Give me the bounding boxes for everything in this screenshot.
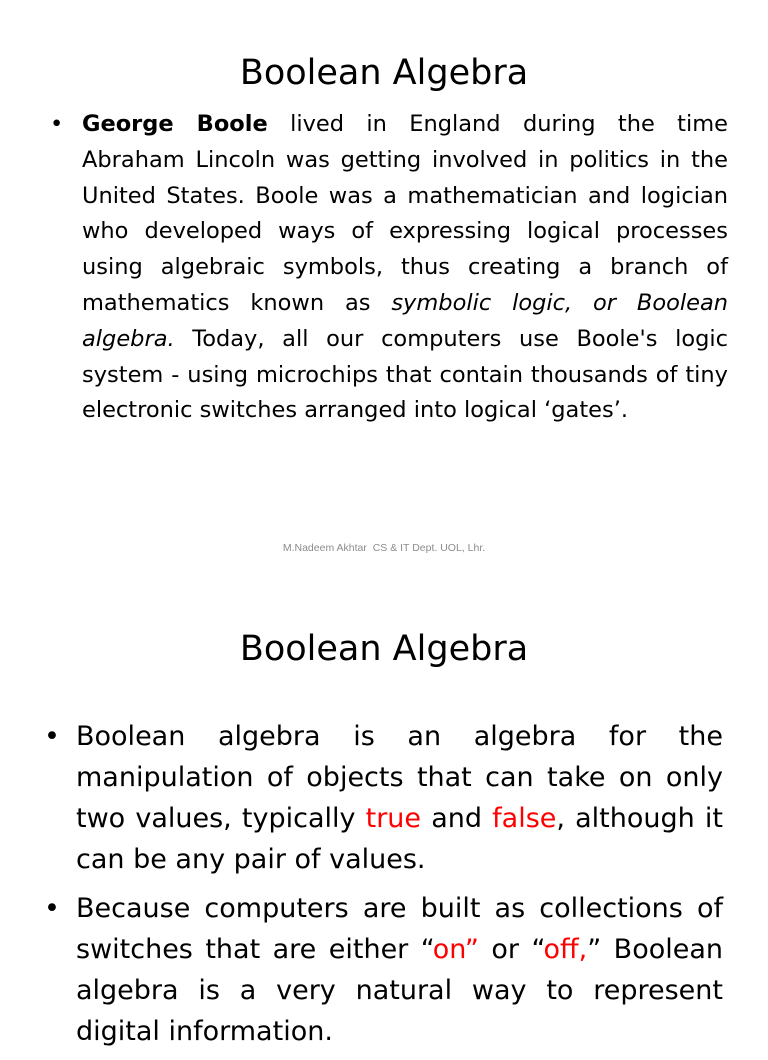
bold-name: George Boole: [82, 111, 268, 137]
slide-footer: M.Nadeem Akhtar CS & IT Dept. UOL, Lhr.: [282, 542, 486, 554]
bullet-text: ” Boolean algebra is a very natural way to represent digital information.: [76, 934, 724, 1047]
bullet-list: [44, 716, 723, 1060]
bullet-text: and: [421, 803, 493, 834]
bullet-text: Today, all our computers use Boole's logic system - using microchips that contain thousands of tiny electronic switches arranged into logical ‘gates’.: [82, 325, 728, 424]
bullet-text: Because computers are built as collections of switches that are either “: [76, 893, 723, 965]
bullet-text: Boolean algebra is an algebra for the manipulation of objects that can take on only two values, typically: [76, 721, 723, 834]
italic-term: symbolic logic, or Boolean algebra.: [82, 289, 728, 352]
bullet-icon: •: [44, 893, 60, 924]
bullet-text: , although it can be any pair of values.: [76, 803, 723, 875]
bullet-text: lived in England during the time Abraham Lincoln was getting involved in politics in the United States. Boole was a mathematician and logician who developed ways of expressing logical processes using algebraic symbols, thus creating a branch of mathematics known as: [82, 111, 728, 316]
highlight-off: off,: [543, 934, 588, 965]
slide-title: Boolean Algebra: [239, 53, 529, 93]
bullet-item: [44, 888, 723, 1052]
bullet-list: [50, 107, 728, 429]
bullet-icon: •: [50, 111, 64, 137]
slide-title: Boolean Algebra: [239, 629, 529, 669]
highlight-false: false: [492, 803, 557, 834]
bullet-icon: •: [44, 721, 60, 752]
slide-2: [0, 576, 768, 1047]
highlight-on: on”: [432, 934, 479, 965]
bullet-item: [44, 716, 723, 880]
bullet-text: or “: [478, 934, 544, 965]
highlight-true: true: [365, 803, 422, 834]
bullet-item: [50, 107, 728, 429]
